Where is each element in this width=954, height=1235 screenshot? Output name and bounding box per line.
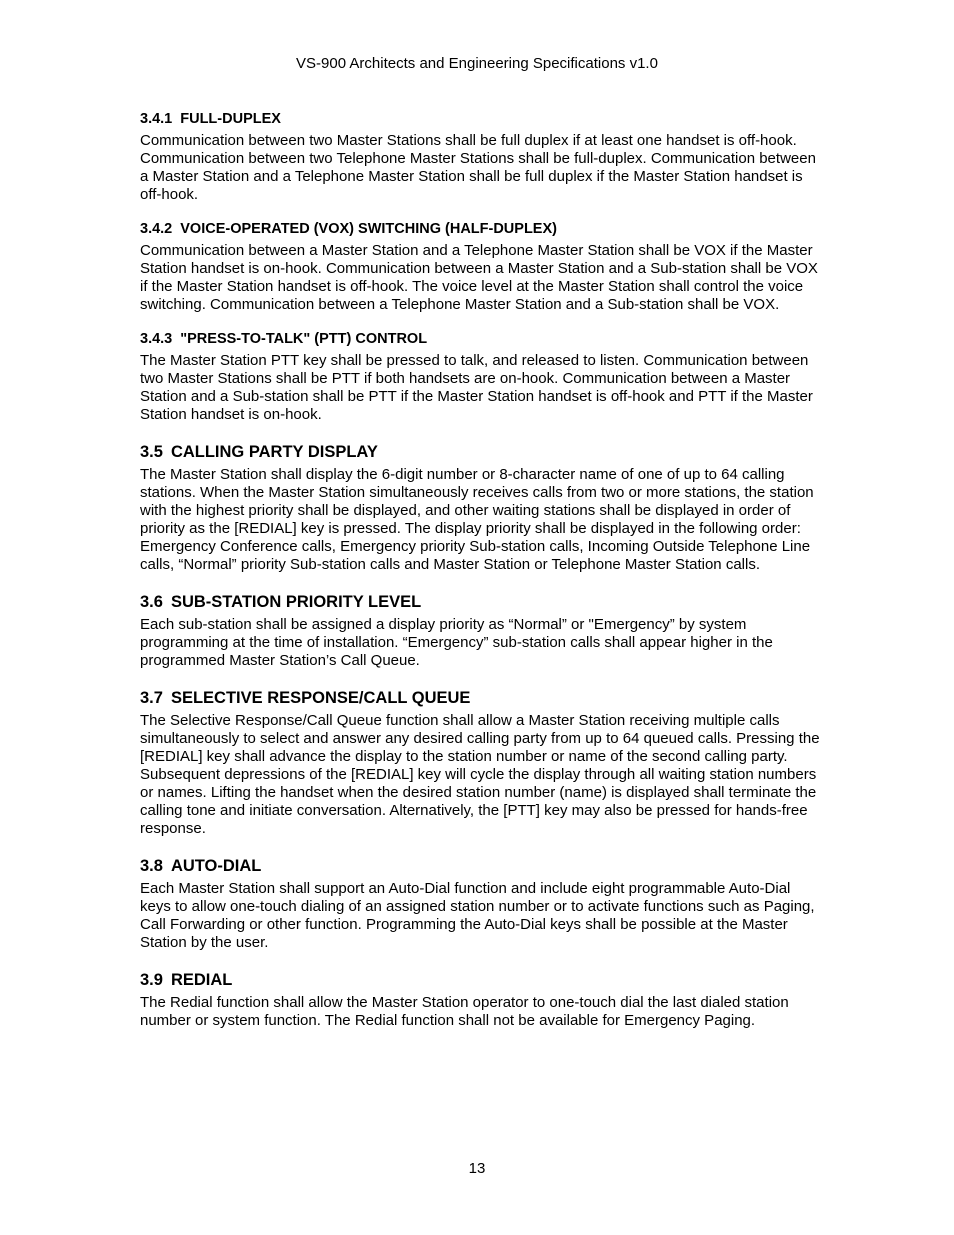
section-heading bbox=[140, 110, 820, 128]
section-heading bbox=[140, 970, 820, 990]
section-3-4-3 bbox=[140, 330, 820, 424]
section-paragraph: Each sub-station shall be assigned a display priority as “Normal” or "Emergency” by system programming at the time of installation. “Emergency” sub-station calls shall appear higher in the programmed Master Station’s Call Queue. bbox=[140, 616, 773, 669]
section-paragraph: The Selective Response/Call Queue function shall allow a Master Station receiving multiple calls simultaneously to select and answer any desired calling party from up to 64 queued calls. Pressing the [REDIAL] key shall advance the display to the station number or name of the second calling party. Subsequent depressions of the [REDIAL] key will cycle the display through all waiting station numbers or names. Lifting the handset when the desired station number (name) is displayed shall terminate the calling tone and initiate conversation. Alternatively, the [PTT] key may also be pressed for hands-free response. bbox=[140, 712, 820, 837]
section-heading bbox=[140, 688, 820, 708]
section-3-4-2 bbox=[140, 220, 820, 314]
section-number: 3.9 bbox=[140, 971, 163, 989]
section-paragraph: The Redial function shall allow the Master Station operator to one-touch dial the last dialed station number or system function. The Redial function shall not be available for Emergency Paging. bbox=[140, 994, 789, 1029]
section-title: VOICE-OPERATED (VOX) SWITCHING (HALF-DUPLEX) bbox=[180, 221, 557, 237]
section-number: 3.4.3 bbox=[140, 331, 173, 347]
section-title: SUB-STATION PRIORITY LEVEL bbox=[170, 593, 422, 611]
section-heading bbox=[140, 592, 820, 612]
section-paragraph: The Master Station PTT key shall be pressed to talk, and released to listen. Communication between two Master Stations shall be PTT if both handsets are on-hook. Communication between a Master Station and a Sub-station shall be PTT if the Master Station handset is off-hook and PTT if the Master Station handset is on-hook. bbox=[140, 352, 813, 423]
section-title: SELECTIVE RESPONSE/CALL QUEUE bbox=[170, 689, 471, 707]
section-heading bbox=[140, 330, 820, 348]
page-header: VS-900 Architects and Engineering Specifications v1.0 bbox=[296, 55, 658, 72]
section-3-8 bbox=[140, 856, 820, 952]
section-3-9 bbox=[140, 970, 820, 1030]
section-number: 3.4.2 bbox=[140, 221, 173, 237]
section-title: FULL-DUPLEX bbox=[180, 111, 281, 127]
section-title: "PRESS-TO-TALK" (PTT) CONTROL bbox=[180, 331, 428, 347]
section-number: 3.6 bbox=[140, 593, 163, 611]
section-title: AUTO-DIAL bbox=[170, 857, 262, 875]
section-3-7 bbox=[140, 688, 820, 838]
section-3-5 bbox=[140, 442, 820, 574]
section-paragraph: Each Master Station shall support an Auto-Dial function and include eight programmable Auto-Dial keys to allow one-touch dialing of an assigned station number or to activate functions such as Paging, Call Forwarding or other function. Programming the Auto-Dial keys shall be possible at the Master Station by the user. bbox=[140, 880, 815, 951]
section-number: 3.8 bbox=[140, 857, 163, 875]
section-heading bbox=[140, 856, 820, 876]
page-number: 13 bbox=[468, 1160, 486, 1177]
section-title: REDIAL bbox=[170, 971, 233, 989]
section-3-4-1 bbox=[140, 110, 820, 204]
section-number: 3.4.1 bbox=[140, 111, 173, 127]
section-heading bbox=[140, 442, 820, 462]
section-number: 3.5 bbox=[140, 443, 163, 461]
document-body bbox=[140, 110, 820, 1030]
section-title: CALLING PARTY DISPLAY bbox=[170, 443, 378, 461]
section-heading bbox=[140, 220, 820, 238]
section-number: 3.7 bbox=[140, 689, 163, 707]
section-paragraph: The Master Station shall display the 6-digit number or 8-character name of one of up to 64 calling stations. When the Master Station simultaneously receives calls from two or more stations, the station with the highest priority shall be displayed, and other waiting stations shall be displayed in order of priority as the [REDIAL] key is pressed. The display priority shall be displayed in the following order: Emergency Conference calls, Emergency priority Sub-station calls, Incoming Outside Telephone Line calls, “Normal” priority Sub-station calls and Master Station or Telephone Master Station calls. bbox=[140, 466, 814, 573]
section-3-6 bbox=[140, 592, 820, 670]
section-paragraph: Communication between a Master Station and a Telephone Master Station shall be VOX if the Master Station handset is on-hook. Communication between a Master Station and a Sub-station shall be VOX if the Master Station handset is off-hook. The voice level at the Master Station shall control the voice switching. Communication between a Telephone Master Station and a Sub-station shall be VOX. bbox=[140, 242, 818, 313]
section-paragraph: Communication between two Master Stations shall be full duplex if at least one handset is off-hook. Communication between two Telephone Master Stations shall be full-duplex. Communication between a Master Station and a Telephone Master Station shall be full duplex if the Master Station handset is off-hook. bbox=[140, 132, 816, 203]
